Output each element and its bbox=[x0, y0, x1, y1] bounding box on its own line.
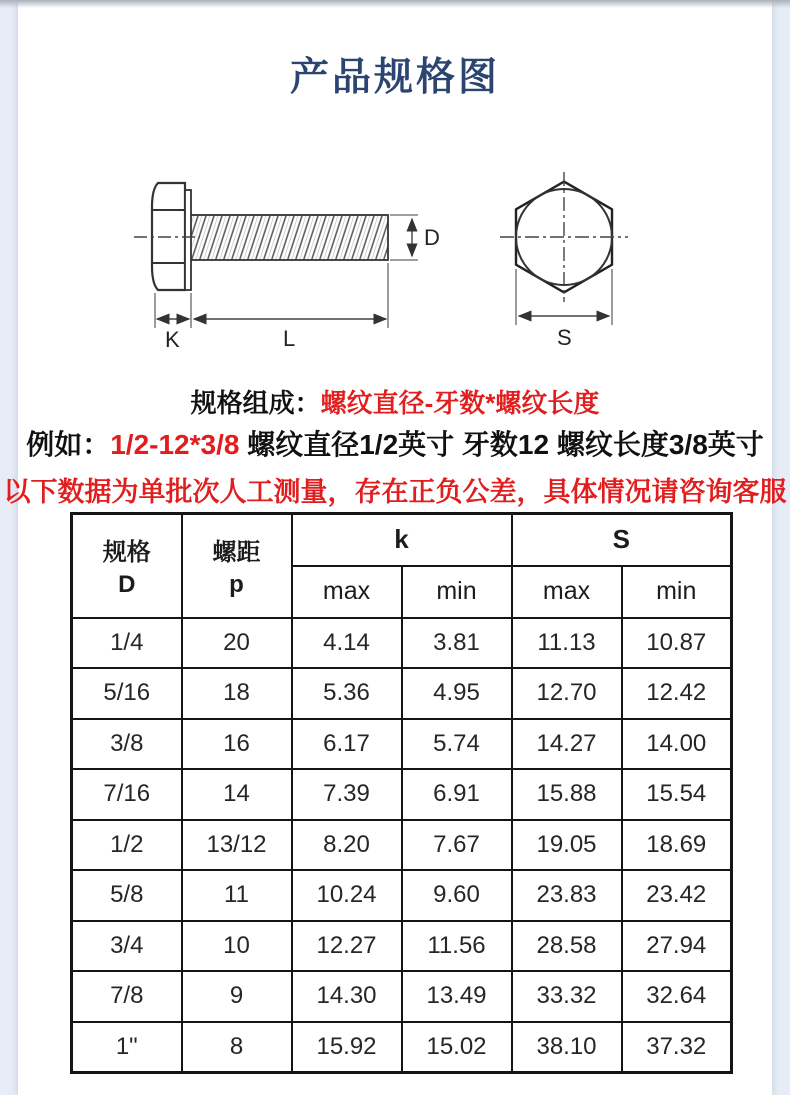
spec-table-body bbox=[72, 618, 732, 1073]
cell-s_min: 23.42 bbox=[622, 870, 732, 921]
spec-composition-label: 规格组成： bbox=[190, 388, 321, 418]
cell-p: 9 bbox=[182, 971, 292, 1022]
example-explanation: 螺纹直径1/2英寸 牙数12 螺纹长度3/8英寸 bbox=[239, 429, 764, 460]
label-k: K bbox=[165, 327, 180, 352]
cell-s_max: 38.10 bbox=[512, 1022, 622, 1073]
page-title: 产品规格图 bbox=[289, 56, 500, 99]
spec-composition-formula: 螺纹直径-牙数*螺纹长度 bbox=[320, 388, 600, 418]
header-pitch-p bbox=[182, 514, 292, 618]
cell-p: 20 bbox=[182, 618, 292, 669]
top-shadow-strip bbox=[0, 0, 790, 8]
header-pitch-label: 螺距 bbox=[212, 539, 261, 567]
cell-s_min: 12.42 bbox=[622, 668, 732, 719]
label-d: D bbox=[424, 225, 440, 250]
cell-s_max: 14.27 bbox=[512, 719, 622, 770]
table-row bbox=[72, 820, 732, 871]
header-spec-sub: D bbox=[118, 571, 136, 599]
header-pitch-sub: p bbox=[229, 571, 244, 599]
cell-d: 7/8 bbox=[72, 971, 182, 1022]
cell-k_min: 13.49 bbox=[402, 971, 512, 1022]
cell-k_max: 6.17 bbox=[292, 719, 402, 770]
cell-p: 14 bbox=[182, 769, 292, 820]
cell-d: 5/8 bbox=[72, 870, 182, 921]
cell-p: 11 bbox=[182, 870, 292, 921]
table-row bbox=[72, 769, 732, 820]
cell-s_max: 12.70 bbox=[512, 668, 622, 719]
header-k: k bbox=[292, 514, 512, 566]
table-row bbox=[72, 668, 732, 719]
cell-p: 13/12 bbox=[182, 820, 292, 871]
cell-d: 1" bbox=[72, 1022, 182, 1073]
cell-s_max: 11.13 bbox=[512, 618, 622, 669]
example-label: 例如： bbox=[26, 429, 111, 460]
cell-s_min: 14.00 bbox=[622, 719, 732, 770]
cell-s_min: 15.54 bbox=[622, 769, 732, 820]
header-s-max: max bbox=[512, 566, 622, 618]
spec-table bbox=[70, 512, 733, 1074]
cell-s_min: 37.32 bbox=[622, 1022, 732, 1073]
cell-k_max: 5.36 bbox=[292, 668, 402, 719]
cell-s_max: 15.88 bbox=[512, 769, 622, 820]
cell-d: 1/2 bbox=[72, 820, 182, 871]
cell-d: 3/4 bbox=[72, 921, 182, 972]
cell-s_max: 23.83 bbox=[512, 870, 622, 921]
cell-k_min: 9.60 bbox=[402, 870, 512, 921]
table-row bbox=[72, 618, 732, 669]
bolt-shank bbox=[190, 215, 388, 260]
header-k-min: min bbox=[402, 566, 512, 618]
label-l: L bbox=[283, 326, 296, 351]
cell-s_max: 19.05 bbox=[512, 820, 622, 871]
cell-k_max: 10.24 bbox=[292, 870, 402, 921]
cell-k_max: 12.27 bbox=[292, 921, 402, 972]
table-header-row-1 bbox=[72, 514, 732, 566]
table-row bbox=[72, 971, 732, 1022]
cell-d: 5/16 bbox=[72, 668, 182, 719]
example-code: 1/2-12*3/8 bbox=[110, 429, 240, 460]
header-spec-d bbox=[72, 514, 182, 618]
cell-s_min: 10.87 bbox=[622, 618, 732, 669]
header-k-max: max bbox=[292, 566, 402, 618]
table-row bbox=[72, 1022, 732, 1073]
cell-k_min: 4.95 bbox=[402, 668, 512, 719]
spec-composition-line bbox=[0, 383, 790, 420]
washer-face bbox=[185, 190, 191, 290]
cell-p: 18 bbox=[182, 668, 292, 719]
cell-p: 16 bbox=[182, 719, 292, 770]
cell-s_max: 33.32 bbox=[512, 971, 622, 1022]
header-s: S bbox=[512, 514, 732, 566]
measurement-notice: 以下数据为单批次人工测量，存在正负公差，具体情况请咨询客服 bbox=[3, 477, 787, 507]
cell-s_min: 32.64 bbox=[622, 971, 732, 1022]
cell-d: 1/4 bbox=[72, 618, 182, 669]
bolt-hex-view bbox=[500, 172, 628, 325]
cell-k_max: 8.20 bbox=[292, 820, 402, 871]
table-row bbox=[72, 719, 732, 770]
cell-p: 10 bbox=[182, 921, 292, 972]
cell-k_min: 7.67 bbox=[402, 820, 512, 871]
cell-k_max: 14.30 bbox=[292, 971, 402, 1022]
cell-k_min: 3.81 bbox=[402, 618, 512, 669]
cell-k_min: 5.74 bbox=[402, 719, 512, 770]
table-row bbox=[72, 870, 732, 921]
bolt-technical-drawing bbox=[18, 148, 772, 353]
cell-k_min: 15.02 bbox=[402, 1022, 512, 1073]
bolt-side-view bbox=[134, 183, 418, 328]
cell-k_max: 7.39 bbox=[292, 769, 402, 820]
table-row bbox=[72, 921, 732, 972]
cell-p: 8 bbox=[182, 1022, 292, 1073]
cell-k_min: 11.56 bbox=[402, 921, 512, 972]
cell-s_min: 27.94 bbox=[622, 921, 732, 972]
header-spec-label: 规格 bbox=[102, 539, 151, 567]
spec-example-line bbox=[0, 423, 790, 463]
cell-k_max: 4.14 bbox=[292, 618, 402, 669]
cell-s_min: 18.69 bbox=[622, 820, 732, 871]
header-s-min: min bbox=[622, 566, 732, 618]
cell-k_min: 6.91 bbox=[402, 769, 512, 820]
cell-k_max: 15.92 bbox=[292, 1022, 402, 1073]
cell-s_max: 28.58 bbox=[512, 921, 622, 972]
cell-d: 3/8 bbox=[72, 719, 182, 770]
cell-d: 7/16 bbox=[72, 769, 182, 820]
label-s: S bbox=[557, 325, 572, 350]
